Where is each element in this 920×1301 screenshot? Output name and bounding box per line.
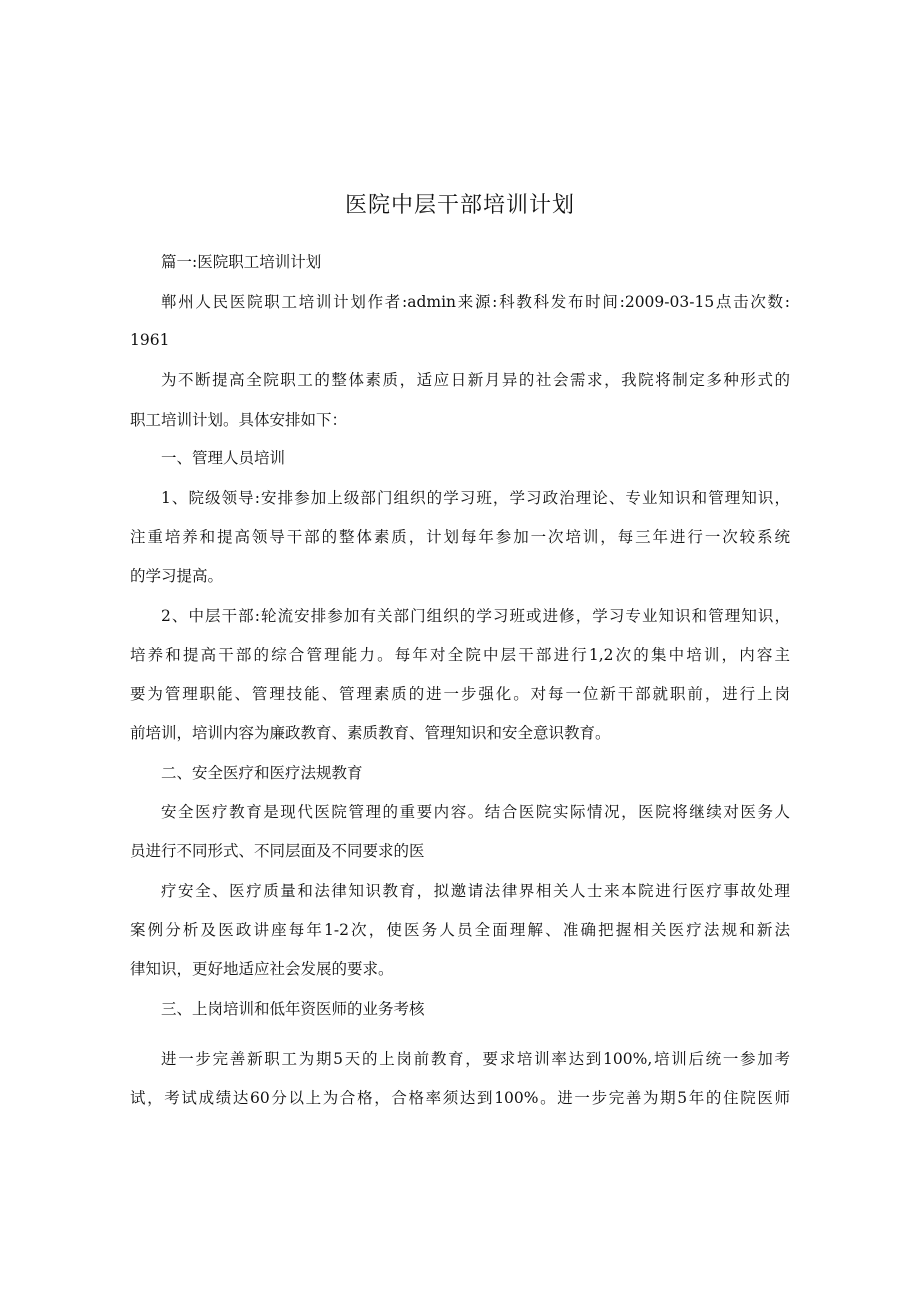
paragraph-line: 注重培养和提高领导干部的整体素质，计划每年参加一次培训，每三年进行一次较系统 [130, 528, 790, 546]
paragraph-line: 的学习提高。 [130, 567, 224, 585]
paragraph-line: 进一步完善新职工为期5天的上岗前教育，要求培训率达到100%,培训后统一参加考 [161, 1050, 790, 1068]
paragraph-line: 2、中层干部:轮流安排参加有关部门组织的学习班或进修，学习专业知识和管理知识， [161, 607, 790, 625]
paragraph-line: 1961 [130, 331, 170, 349]
paragraph-line: 1、院级领导:安排参加上级部门组织的学习班，学习政治理论、专业知识和管理知识， [161, 489, 790, 507]
paragraph-line: 律知识，更好地适应社会发展的要求。 [130, 960, 394, 978]
paragraph-line: 试，考试成绩达60分以上为合格，合格率须达到100%。进一步完善为期5年的住院医师 [130, 1089, 790, 1107]
section-heading: 篇一:医院职工培训计划 [161, 253, 322, 271]
paragraph-line: 职工培训计划。具体安排如下： [130, 411, 348, 429]
paragraph-line: 疗安全、医疗质量和法律知识教育，拟邀请法律界相关人士来本院进行医疗事故处理 [161, 882, 790, 900]
document-title: 医院中层干部培训计划 [344, 193, 575, 218]
paragraph-line: 安全医疗教育是现代医院管理的重要内容。结合医院实际情况，医院将继续对医务人 [161, 803, 790, 821]
section-heading: 一、管理人员培训 [161, 449, 286, 467]
section-heading: 二、安全医疗和医疗法规教育 [161, 764, 363, 782]
section-heading: 三、上岗培训和低年资医师的业务考核 [161, 1000, 425, 1018]
paragraph-line: 郸州人民医院职工培训计划作者:admin来源:科教科发布时间:2009-03-15点击次数: [161, 293, 790, 311]
paragraph-line: 要为管理职能、管理技能、管理素质的进一步强化。对每一位新干部就职前，进行上岗 [130, 685, 790, 703]
paragraph-line: 为不断提高全院职工的整体素质，适应日新月异的社会需求，我院将制定多种形式的 [161, 371, 790, 389]
paragraph-line: 培养和提高干部的综合管理能力。每年对全院中层干部进行1,2次的集中培训，内容主 [130, 646, 790, 664]
paragraph-line: 前培训，培训内容为廉政教育、素质教育、管理知识和安全意识教育。 [130, 724, 611, 742]
paragraph-line: 员进行不同形式、不同层面及不同要求的医 [130, 842, 425, 860]
paragraph-line: 案例分析及医政讲座每年1-2次，使医务人员全面理解、准确把握相关医疗法规和新法 [130, 921, 790, 939]
